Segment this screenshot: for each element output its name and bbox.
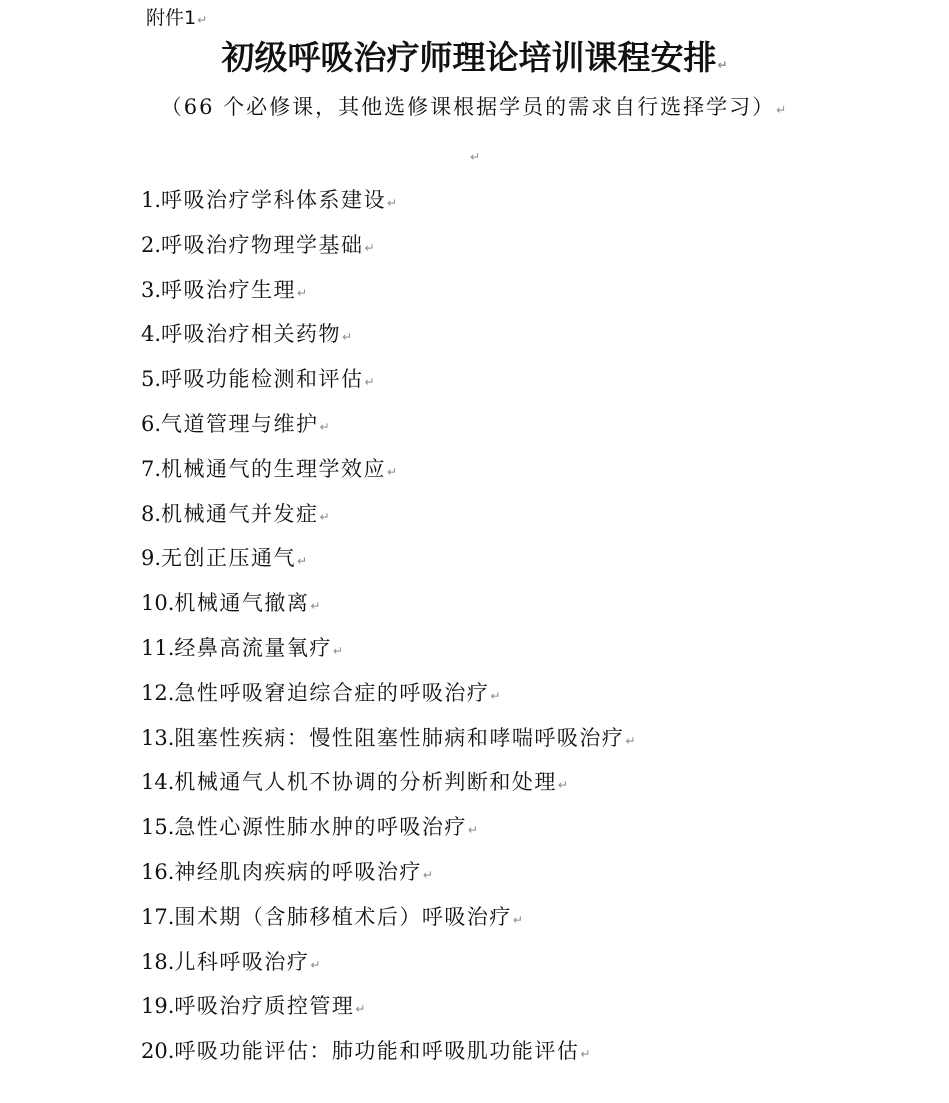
course-item [141, 671, 901, 716]
course-number: 2. [141, 232, 162, 257]
paragraph-mark: ↵ [580, 1047, 592, 1062]
course-number: 19. [141, 994, 175, 1019]
course-title: 围术期（含肺移植术后）呼吸治疗 [174, 904, 512, 929]
course-title: 呼吸功能评估：肺功能和呼吸肌功能评估 [174, 1039, 580, 1064]
paragraph-mark: ↵ [310, 957, 322, 972]
course-title: 机械通气撤离 [174, 591, 310, 616]
paragraph-mark: ↵ [512, 912, 525, 927]
course-number: 18. [141, 949, 175, 974]
course-title: 机械通气的生理学效应 [161, 456, 387, 481]
paragraph-mark: ↵ [355, 1002, 367, 1017]
course-item [141, 626, 901, 671]
course-title: 呼吸治疗相关药物 [161, 322, 342, 347]
course-number: 10. [141, 591, 175, 616]
course-title: 呼吸功能检测和评估 [161, 367, 364, 392]
course-number: 1. [141, 188, 162, 212]
course-title: 儿科呼吸治疗 [174, 949, 310, 974]
course-title: 呼吸治疗质控管理 [174, 994, 355, 1019]
course-item [141, 940, 901, 985]
attachment-label: 附件1↵ [146, 7, 208, 29]
course-number: 14. [141, 770, 175, 795]
paragraph-mark: ↵ [297, 285, 309, 300]
course-item [141, 447, 901, 492]
course-title: 神经肌肉疾病的呼吸治疗 [174, 859, 422, 884]
course-item [141, 223, 901, 268]
course-number: 4. [141, 322, 162, 347]
course-title: 气道管理与维护 [161, 411, 319, 436]
paragraph-mark: ↵ [310, 599, 322, 614]
course-item [141, 895, 901, 940]
course-item [141, 536, 901, 581]
course-item [141, 402, 901, 447]
course-number: 5. [141, 367, 162, 392]
paragraph-mark: ↵ [332, 643, 345, 658]
course-number: 9. [141, 546, 162, 571]
course-title: 无创正压通气 [161, 546, 297, 571]
paragraph-mark: ↵ [364, 375, 377, 390]
course-title: 急性呼吸窘迫综合症的呼吸治疗 [174, 680, 490, 705]
course-title: 呼吸治疗生理 [161, 277, 297, 302]
course-title: 经鼻高流量氧疗 [174, 635, 332, 660]
paragraph-mark: ↵ [776, 103, 789, 117]
course-item [141, 312, 901, 357]
paragraph-mark: ↵ [557, 778, 570, 793]
course-title: 机械通气人机不协调的分析判断和处理 [174, 770, 557, 795]
course-item [141, 178, 901, 223]
paragraph-mark: ↵ [297, 554, 309, 569]
paragraph-mark: ↵ [342, 330, 354, 345]
paragraph-mark: ↵ [717, 58, 728, 72]
course-list [141, 178, 901, 1074]
course-title: 机械通气并发症 [161, 501, 319, 526]
course-title: 呼吸治疗物理学基础 [161, 232, 364, 257]
course-number: 15. [141, 815, 175, 840]
course-item [141, 581, 901, 626]
paragraph-mark: ↵ [364, 240, 377, 255]
paragraph-mark: ↵ [625, 733, 637, 748]
paragraph-mark: ↵ [422, 867, 435, 882]
course-number: 16. [141, 859, 175, 884]
course-item [141, 984, 901, 1029]
course-item [141, 268, 901, 313]
paragraph-mark: ↵ [490, 688, 502, 703]
paragraph-mark: ↵ [319, 509, 332, 524]
course-number: 13. [141, 725, 175, 750]
course-item [141, 805, 901, 850]
paragraph-mark: ↵ [319, 419, 332, 434]
course-item [141, 1029, 901, 1074]
course-item [141, 850, 901, 895]
course-number: 3. [141, 277, 162, 302]
paragraph-mark: ↵ [470, 150, 481, 164]
course-number: 6. [141, 411, 162, 436]
course-number: 12. [141, 680, 175, 705]
paragraph-mark: ↵ [467, 823, 480, 838]
course-number: 20. [141, 1039, 175, 1064]
paragraph-mark: ↵ [387, 196, 399, 210]
course-title: 急性心源性肺水肿的呼吸治疗 [174, 815, 467, 840]
document-title: 初级呼吸治疗师理论培训课程安排↵ [221, 38, 728, 77]
course-number: 17. [141, 904, 175, 929]
course-title: 阻塞性疾病：慢性阻塞性肺病和哮喘呼吸治疗 [174, 725, 625, 750]
paragraph-mark: ↵ [197, 13, 208, 27]
document-subtitle: （66 个必修课，其他选修课根据学员的需求自行选择学习）↵ [160, 95, 789, 119]
course-item [141, 760, 901, 805]
paragraph-mark: ↵ [387, 464, 399, 479]
course-number: 8. [141, 501, 162, 526]
course-number: 11. [141, 635, 175, 660]
course-item [141, 492, 901, 537]
course-item [141, 716, 901, 761]
course-title: 呼吸治疗学科体系建设 [161, 188, 387, 212]
course-number: 7. [141, 456, 162, 481]
course-item [141, 357, 901, 402]
